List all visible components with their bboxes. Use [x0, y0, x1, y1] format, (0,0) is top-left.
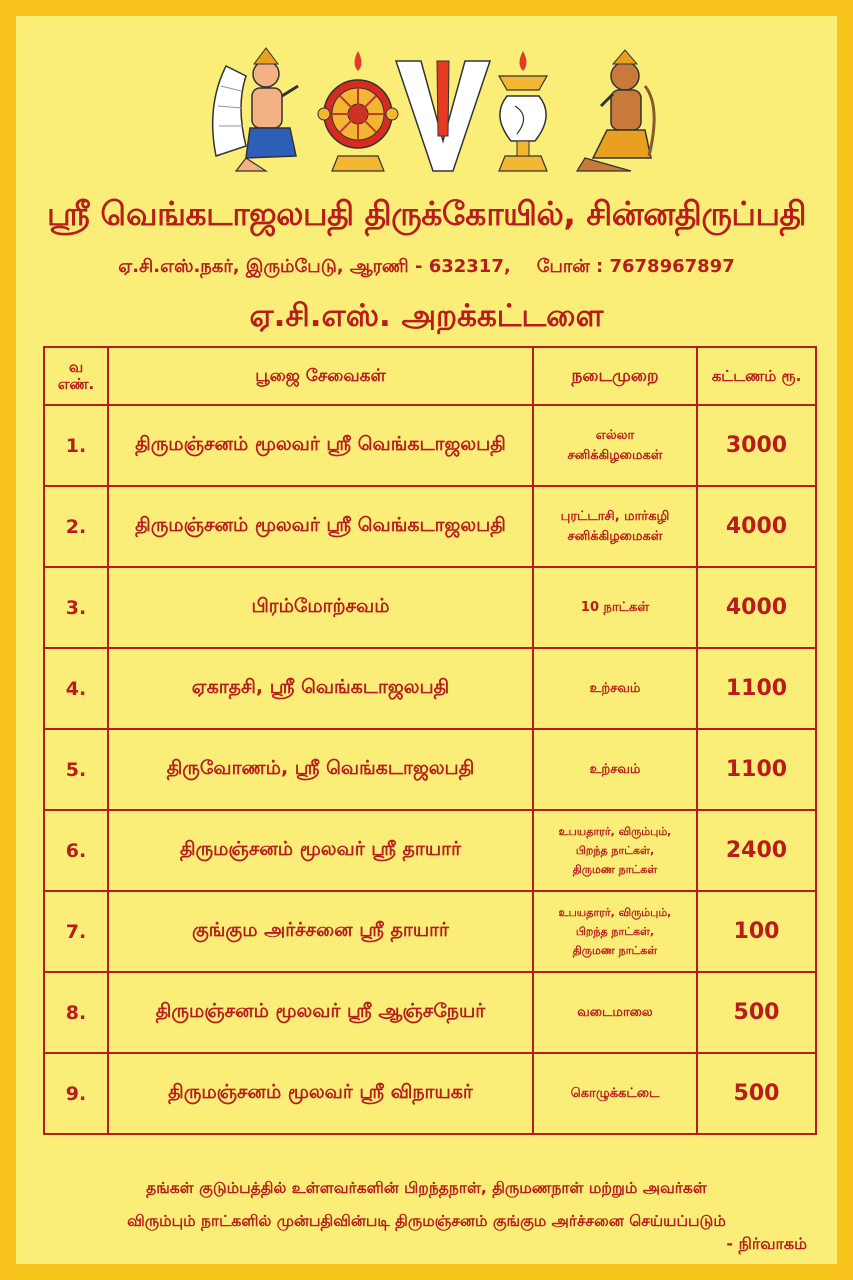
row-schedule	[533, 729, 697, 810]
row-service: திருமஞ்சனம் மூலவர் ஸ்ரீ விநாயகர்	[108, 1053, 533, 1134]
footer-line-2: விரும்பும் நாட்களில் முன்பதிவின்படி திருமஞ்சனம் குங்கும அர்ச்சனை செய்யப்படும்	[127, 1212, 726, 1230]
footer-line-1: தங்கள் குடும்பத்தில் உள்ளவர்களின் பிறந்தநாள், திருமணநாள் மற்றும் அவர்கள்	[146, 1179, 707, 1197]
row-service: திருமஞ்சனம் மூலவர் ஸ்ரீ வெங்கடாஜலபதி	[108, 486, 533, 567]
row-number: 1.	[44, 405, 108, 486]
row-schedule	[533, 810, 697, 891]
schedule-line: திருமண நாட்கள்	[572, 863, 658, 876]
row-schedule	[533, 648, 697, 729]
table-row	[44, 567, 816, 648]
schedule-line: உற்சவம்	[589, 761, 641, 777]
row-fee: 4000	[697, 486, 816, 567]
row-number: 2.	[44, 486, 108, 567]
col-header-number: வ எண்.	[44, 347, 108, 405]
emblem-row	[16, 46, 837, 181]
address-text: ஏ.சி.எஸ்.நகர், இரும்பேடு, ஆரணி - 632317,	[118, 256, 511, 277]
table-row	[44, 405, 816, 486]
phone-text: போன் : 7678967897	[536, 256, 735, 277]
namam-icon	[396, 61, 490, 171]
row-number: 8.	[44, 972, 108, 1053]
row-number: 9.	[44, 1053, 108, 1134]
temple-title: ஸ்ரீ வெங்கடாஜலபதி திருக்கோயில், சின்னதிருப்பதி	[46, 194, 807, 233]
trust-name: ஏ.சி.எஸ். அறக்கட்டளை	[249, 298, 604, 334]
row-fee: 4000	[697, 567, 816, 648]
table-header-row	[44, 347, 816, 405]
row-fee: 1100	[697, 648, 816, 729]
row-service: ஏகாதசி, ஸ்ரீ வெங்கடாஜலபதி	[108, 648, 533, 729]
conch-icon	[499, 51, 547, 171]
schedule-line: உபயதாரர், விரும்பும்,	[558, 906, 672, 919]
schedule-line: சனிக்கிழமைகள்	[567, 447, 663, 463]
chakra-icon	[318, 51, 398, 171]
row-service: பிரம்மோற்சவம்	[108, 567, 533, 648]
row-number: 4.	[44, 648, 108, 729]
row-fee: 1100	[697, 729, 816, 810]
row-service: குங்கும அர்ச்சனை ஸ்ரீ தாயார்	[108, 891, 533, 972]
garuda-icon	[213, 48, 298, 171]
row-number: 5.	[44, 729, 108, 810]
row-service: திருமஞ்சனம் மூலவர் ஸ்ரீ வெங்கடாஜலபதி	[108, 405, 533, 486]
row-schedule	[533, 405, 697, 486]
schedule-line: பிறந்த நாட்கள்,	[575, 844, 655, 857]
schedule-line: திருமண நாட்கள்	[572, 944, 658, 957]
row-fee: 500	[697, 972, 816, 1053]
footer-note	[16, 1172, 837, 1238]
schedule-line: சனிக்கிழமைகள்	[567, 528, 663, 544]
row-service: திருமஞ்சனம் மூலவர் ஸ்ரீ ஆஞ்சநேயர்	[108, 972, 533, 1053]
schedule-line: கொழுக்கட்டை	[570, 1085, 660, 1101]
row-fee: 3000	[697, 405, 816, 486]
col-header-schedule: நடைமுறை	[533, 347, 697, 405]
row-fee: 100	[697, 891, 816, 972]
table-row	[44, 729, 816, 810]
row-schedule	[533, 972, 697, 1053]
table-row	[44, 810, 816, 891]
col-header-fee: கட்டணம் ரூ.	[697, 347, 816, 405]
table-row	[44, 972, 816, 1053]
table-row	[44, 1053, 816, 1134]
row-number: 7.	[44, 891, 108, 972]
row-schedule	[533, 891, 697, 972]
table-row	[44, 891, 816, 972]
row-schedule	[533, 1053, 697, 1134]
table-row	[44, 486, 816, 567]
row-fee: 500	[697, 1053, 816, 1134]
row-service: திருமஞ்சனம் மூலவர் ஸ்ரீ தாயார்	[108, 810, 533, 891]
row-number: 3.	[44, 567, 108, 648]
seva-table	[43, 346, 817, 1135]
col-header-service: பூஜை சேவைகள்	[108, 347, 533, 405]
row-number: 6.	[44, 810, 108, 891]
poster	[16, 16, 837, 1264]
row-schedule	[533, 567, 697, 648]
schedule-line: புரட்டாசி, மார்கழி	[560, 508, 670, 524]
address-line	[16, 256, 837, 279]
schedule-line: உற்சவம்	[589, 680, 641, 696]
schedule-line: உபயதாரர், விரும்பும்,	[558, 825, 672, 838]
schedule-line: பிறந்த நாட்கள்,	[575, 925, 655, 938]
table-row	[44, 648, 816, 729]
hanuman-icon	[577, 50, 654, 171]
row-service: திருவோணம், ஸ்ரீ வெங்கடாஜலபதி	[108, 729, 533, 810]
schedule-line: வடைமாலை	[577, 1004, 653, 1020]
schedule-line: 10 நாட்கள்	[580, 599, 650, 615]
schedule-line: எல்லா	[595, 427, 635, 443]
signature: - நிர்வாகம்	[726, 1234, 807, 1253]
row-fee: 2400	[697, 810, 816, 891]
row-schedule	[533, 486, 697, 567]
